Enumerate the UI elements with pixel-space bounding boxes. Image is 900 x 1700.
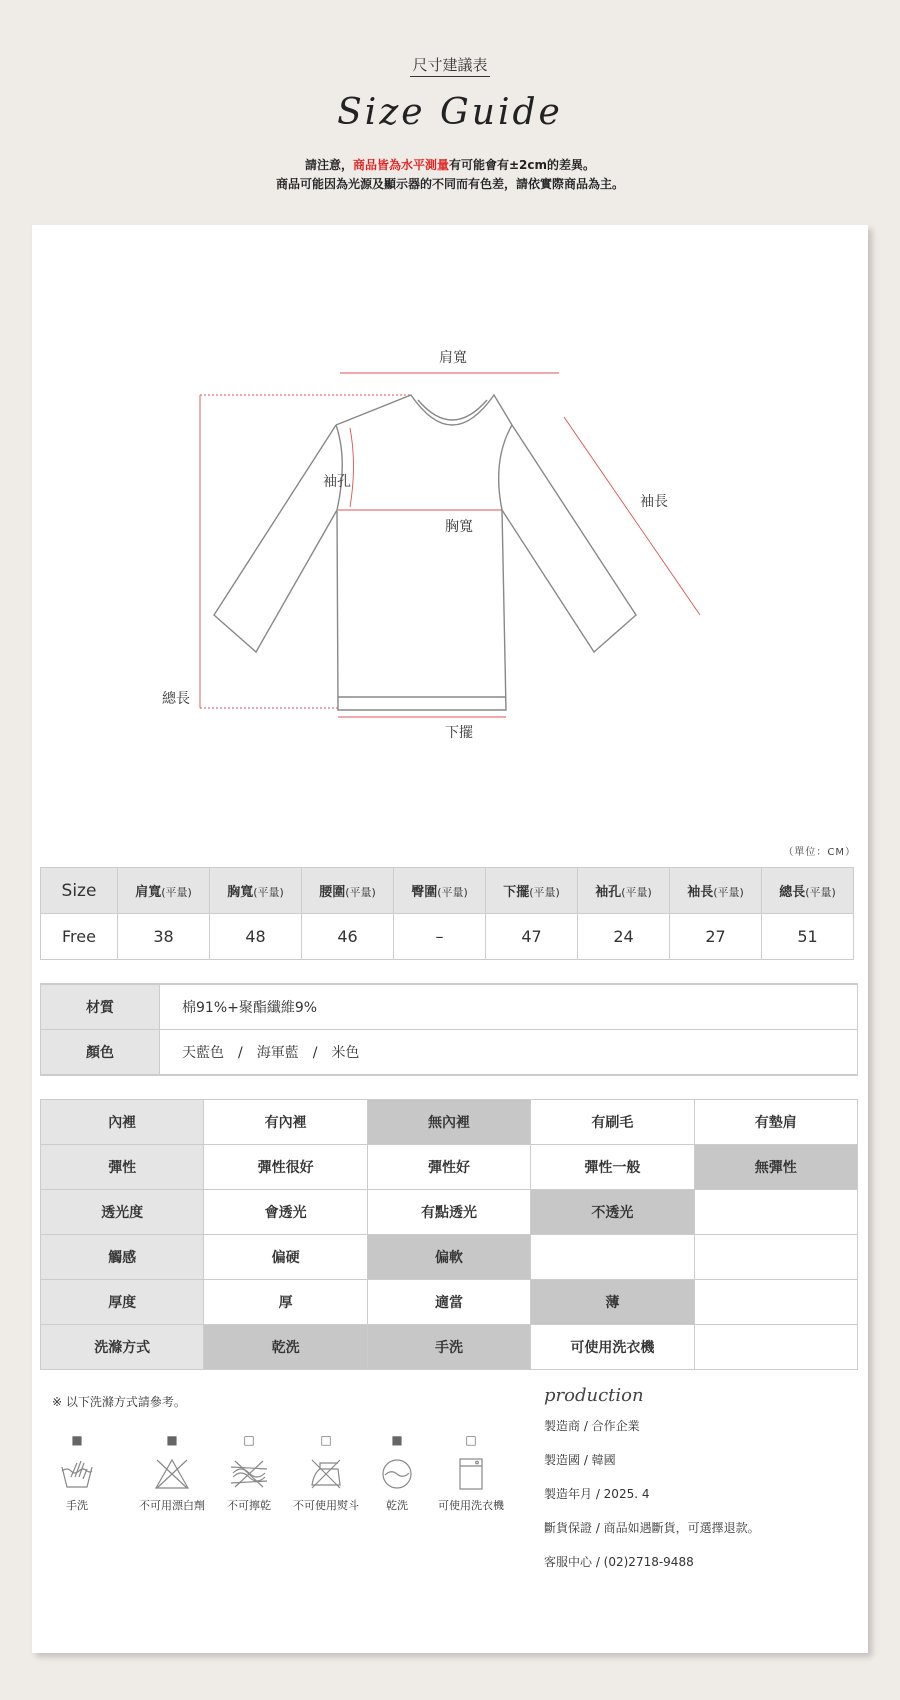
care-label: 不可用漂白劑 bbox=[139, 1499, 205, 1512]
color-row bbox=[41, 1030, 858, 1076]
attribute-row bbox=[41, 1325, 858, 1370]
attribute-row bbox=[41, 1145, 858, 1190]
care-label: 不可擰乾 bbox=[227, 1499, 271, 1512]
label-hem: 下擺 bbox=[445, 725, 473, 741]
care-label: 不可使用熨斗 bbox=[293, 1499, 359, 1512]
attribute-option: 適當 bbox=[367, 1280, 530, 1325]
color-label: 顏色 bbox=[41, 1030, 160, 1076]
attribute-row bbox=[41, 1190, 858, 1235]
care-item-hand-wash bbox=[32, 1433, 122, 1513]
label-chest: 胸寬 bbox=[445, 519, 473, 535]
attribute-empty bbox=[694, 1235, 857, 1280]
size-table bbox=[40, 867, 854, 960]
attribute-row bbox=[41, 1100, 858, 1145]
no-bleach-icon bbox=[154, 1457, 190, 1491]
dry-clean-icon bbox=[379, 1457, 415, 1491]
care-label: 手洗 bbox=[66, 1499, 88, 1512]
attribute-label: 彈性 bbox=[41, 1145, 204, 1190]
hand-wash-icon bbox=[59, 1457, 95, 1491]
label-length: 總長 bbox=[162, 691, 190, 707]
attribute-option: 無彈性 bbox=[694, 1145, 857, 1190]
unit-label: （單位：CM） bbox=[783, 847, 856, 858]
page-subtitle: 尺寸建議表 bbox=[0, 54, 900, 75]
info-table bbox=[40, 983, 858, 1076]
material-row bbox=[41, 984, 858, 1030]
header-chest: 胸寬(平量) bbox=[210, 868, 302, 914]
attribute-option: 薄 bbox=[531, 1280, 694, 1325]
attribute-row bbox=[41, 1235, 858, 1280]
header-length: 總長(平量) bbox=[762, 868, 854, 914]
material-label: 材質 bbox=[41, 984, 160, 1030]
color-option: 海軍藍 bbox=[256, 1045, 299, 1061]
care-mark: □ bbox=[465, 1433, 477, 1447]
care-note: ※ 以下洗滌方式請參考。 bbox=[52, 1395, 186, 1409]
attribute-option: 彈性很好 bbox=[204, 1145, 367, 1190]
attribute-empty bbox=[694, 1280, 857, 1325]
value-hip: – bbox=[394, 914, 486, 960]
attribute-table bbox=[40, 1099, 858, 1370]
attribute-option: 彈性一般 bbox=[531, 1145, 694, 1190]
attribute-option: 會透光 bbox=[204, 1190, 367, 1235]
page-title: Size Guide bbox=[337, 92, 563, 133]
care-mark: ■ bbox=[391, 1433, 403, 1447]
production-line: 製造年月 / 2025. 4 bbox=[544, 1487, 650, 1501]
attribute-empty bbox=[531, 1235, 694, 1280]
size-table-header bbox=[41, 868, 854, 914]
header-sleeve: 袖長(平量) bbox=[670, 868, 762, 914]
value-hem: 47 bbox=[486, 914, 578, 960]
label-shoulder: 肩寬 bbox=[439, 350, 467, 366]
production-line: 製造國 / 韓國 bbox=[544, 1453, 616, 1467]
attribute-row bbox=[41, 1280, 858, 1325]
attribute-option: 有點透光 bbox=[367, 1190, 530, 1235]
header-hem: 下擺(平量) bbox=[486, 868, 578, 914]
value-waist: 46 bbox=[302, 914, 394, 960]
attribute-option: 有刷毛 bbox=[531, 1100, 694, 1145]
attribute-option: 可使用洗衣機 bbox=[531, 1325, 694, 1370]
table-row bbox=[41, 914, 854, 960]
production-line: 客服中心 / (02)2718-9488 bbox=[544, 1555, 694, 1569]
size-header: Size bbox=[41, 868, 118, 914]
care-mark: ■ bbox=[166, 1433, 178, 1447]
care-item-machine-wash bbox=[426, 1433, 516, 1513]
attribute-option: 有墊肩 bbox=[694, 1100, 857, 1145]
attribute-option: 偏硬 bbox=[204, 1235, 367, 1280]
attribute-option: 不透光 bbox=[531, 1190, 694, 1235]
header-armhole: 袖孔(平量) bbox=[578, 868, 670, 914]
value-length: 51 bbox=[762, 914, 854, 960]
attribute-option: 彈性好 bbox=[367, 1145, 530, 1190]
care-mark: □ bbox=[243, 1433, 255, 1447]
header-waist: 腰圍(平量) bbox=[302, 868, 394, 914]
attribute-option: 偏軟 bbox=[367, 1235, 530, 1280]
attribute-label: 洗滌方式 bbox=[41, 1325, 204, 1370]
attribute-option: 無內裡 bbox=[367, 1100, 530, 1145]
machine-wash-icon bbox=[453, 1457, 489, 1491]
attribute-empty bbox=[694, 1325, 857, 1370]
header-shoulder: 肩寬(平量) bbox=[118, 868, 210, 914]
care-label: 乾洗 bbox=[386, 1499, 408, 1512]
no-iron-icon bbox=[308, 1457, 344, 1491]
color-option: 米色 bbox=[331, 1045, 360, 1061]
measurement-notice: 請注意，商品皆為水平測量有可能會有±2cm的差異。 商品可能因為光源及顯示器的不同而有色差，請依實際商品為主。 bbox=[275, 158, 624, 191]
label-armhole: 袖孔 bbox=[323, 474, 351, 490]
value-chest: 48 bbox=[210, 914, 302, 960]
production-title: production bbox=[544, 1385, 644, 1406]
attribute-label: 觸感 bbox=[41, 1235, 204, 1280]
garment-diagram bbox=[32, 225, 868, 825]
attribute-option: 乾洗 bbox=[204, 1325, 367, 1370]
production-info bbox=[544, 1385, 864, 1586]
color-values: 天藍色 / 海軍藍 / 米色 bbox=[160, 1030, 858, 1076]
no-wring-icon bbox=[229, 1457, 269, 1491]
value-shoulder: 38 bbox=[118, 914, 210, 960]
value-armhole: 24 bbox=[578, 914, 670, 960]
care-label: 可使用洗衣機 bbox=[438, 1499, 504, 1512]
production-line: 斷貨保證 / 商品如遇斷貨，可選擇退款。 bbox=[544, 1521, 760, 1535]
attribute-option: 手洗 bbox=[367, 1325, 530, 1370]
attribute-label: 透光度 bbox=[41, 1190, 204, 1235]
size-guide-card bbox=[32, 225, 868, 1653]
care-mark: □ bbox=[320, 1433, 332, 1447]
header-hip: 臀圍(平量) bbox=[394, 868, 486, 914]
attribute-option: 厚 bbox=[204, 1280, 367, 1325]
header bbox=[0, 0, 900, 220]
material-value: 棉91%+聚酯纖維9% bbox=[160, 984, 858, 1030]
value-sleeve: 27 bbox=[670, 914, 762, 960]
attribute-empty bbox=[694, 1190, 857, 1235]
color-option: 天藍色 bbox=[182, 1045, 224, 1061]
attribute-option: 有內裡 bbox=[204, 1100, 367, 1145]
size-free: Free bbox=[41, 914, 118, 960]
label-sleeve: 袖長 bbox=[640, 494, 668, 510]
production-line: 製造商 / 合作企業 bbox=[544, 1419, 640, 1433]
attribute-label: 厚度 bbox=[41, 1280, 204, 1325]
attribute-label: 內裡 bbox=[41, 1100, 204, 1145]
care-mark: ■ bbox=[71, 1433, 83, 1447]
